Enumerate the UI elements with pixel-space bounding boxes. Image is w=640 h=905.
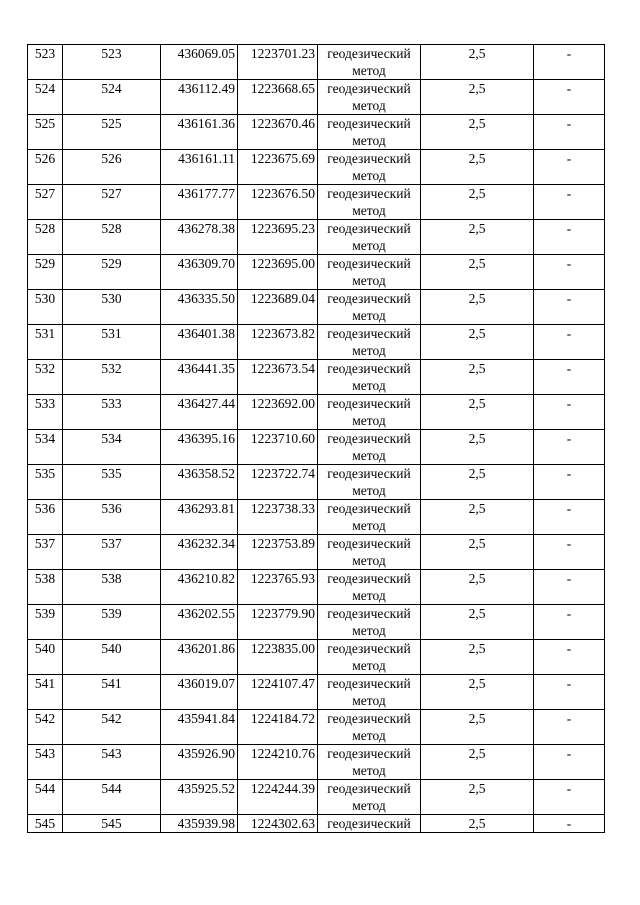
x-coordinate-cell: 436210.82 [161, 570, 238, 605]
table-row [28, 185, 605, 220]
x-coordinate-cell: 436293.81 [161, 500, 238, 535]
accuracy-cell: 2,5 [421, 325, 534, 360]
method-cell: геодезический [318, 815, 421, 833]
point-number-cell: 533 [28, 395, 63, 430]
y-coordinate-cell: 1223779.90 [238, 605, 318, 640]
table-row [28, 745, 605, 780]
point-id-cell: 535 [63, 465, 161, 500]
note-cell: - [534, 710, 605, 745]
note-cell: - [534, 325, 605, 360]
accuracy-cell: 2,5 [421, 605, 534, 640]
accuracy-cell: 2,5 [421, 115, 534, 150]
x-coordinate-cell: 436232.34 [161, 535, 238, 570]
y-coordinate-cell: 1223673.82 [238, 325, 318, 360]
point-id-cell: 532 [63, 360, 161, 395]
table-row [28, 605, 605, 640]
point-id-cell: 530 [63, 290, 161, 325]
point-number-cell: 541 [28, 675, 63, 710]
point-number-cell: 528 [28, 220, 63, 255]
point-id-cell: 523 [63, 45, 161, 80]
point-number-cell: 536 [28, 500, 63, 535]
accuracy-cell: 2,5 [421, 290, 534, 325]
accuracy-cell: 2,5 [421, 675, 534, 710]
method-cell: геодезический метод [318, 325, 421, 360]
table-row [28, 45, 605, 80]
x-coordinate-cell: 436161.11 [161, 150, 238, 185]
point-id-cell: 539 [63, 605, 161, 640]
table-row [28, 710, 605, 745]
method-cell: геодезический метод [318, 80, 421, 115]
note-cell: - [534, 360, 605, 395]
y-coordinate-cell: 1223738.33 [238, 500, 318, 535]
point-number-cell: 529 [28, 255, 63, 290]
y-coordinate-cell: 1223668.65 [238, 80, 318, 115]
x-coordinate-cell: 435925.52 [161, 780, 238, 815]
accuracy-cell: 2,5 [421, 535, 534, 570]
point-number-cell: 542 [28, 710, 63, 745]
table-body [28, 45, 605, 833]
y-coordinate-cell: 1223675.69 [238, 150, 318, 185]
point-number-cell: 525 [28, 115, 63, 150]
method-cell: геодезический метод [318, 45, 421, 80]
x-coordinate-cell: 436177.77 [161, 185, 238, 220]
point-number-cell: 531 [28, 325, 63, 360]
x-coordinate-cell: 436161.36 [161, 115, 238, 150]
y-coordinate-cell: 1223835.00 [238, 640, 318, 675]
method-cell: геодезический метод [318, 360, 421, 395]
method-cell: геодезический метод [318, 430, 421, 465]
accuracy-cell: 2,5 [421, 640, 534, 675]
point-number-cell: 544 [28, 780, 63, 815]
x-coordinate-cell: 436401.38 [161, 325, 238, 360]
x-coordinate-cell: 435941.84 [161, 710, 238, 745]
method-cell: геодезический метод [318, 115, 421, 150]
point-id-cell: 529 [63, 255, 161, 290]
x-coordinate-cell: 436112.49 [161, 80, 238, 115]
x-coordinate-cell: 436358.52 [161, 465, 238, 500]
table-row [28, 535, 605, 570]
table-row [28, 465, 605, 500]
y-coordinate-cell: 1223722.74 [238, 465, 318, 500]
note-cell: - [534, 115, 605, 150]
accuracy-cell: 2,5 [421, 500, 534, 535]
method-cell: геодезический метод [318, 605, 421, 640]
table-row [28, 290, 605, 325]
table-row [28, 640, 605, 675]
table-row [28, 360, 605, 395]
accuracy-cell: 2,5 [421, 255, 534, 290]
point-number-cell: 539 [28, 605, 63, 640]
note-cell: - [534, 780, 605, 815]
method-cell: геодезический метод [318, 255, 421, 290]
method-cell: геодезический метод [318, 535, 421, 570]
method-cell: геодезический метод [318, 185, 421, 220]
accuracy-cell: 2,5 [421, 185, 534, 220]
accuracy-cell: 2,5 [421, 570, 534, 605]
y-coordinate-cell: 1223689.04 [238, 290, 318, 325]
table-row [28, 220, 605, 255]
method-cell: геодезический метод [318, 465, 421, 500]
point-id-cell: 524 [63, 80, 161, 115]
accuracy-cell: 2,5 [421, 780, 534, 815]
table-row [28, 150, 605, 185]
method-cell: геодезический метод [318, 395, 421, 430]
x-coordinate-cell: 435939.98 [161, 815, 238, 833]
note-cell: - [534, 255, 605, 290]
y-coordinate-cell: 1223765.93 [238, 570, 318, 605]
x-coordinate-cell: 435926.90 [161, 745, 238, 780]
point-id-cell: 534 [63, 430, 161, 465]
y-coordinate-cell: 1223701.23 [238, 45, 318, 80]
accuracy-cell: 2,5 [421, 395, 534, 430]
table-row [28, 255, 605, 290]
table-row [28, 675, 605, 710]
accuracy-cell: 2,5 [421, 45, 534, 80]
note-cell: - [534, 150, 605, 185]
accuracy-cell: 2,5 [421, 815, 534, 833]
point-number-cell: 535 [28, 465, 63, 500]
table-row [28, 430, 605, 465]
note-cell: - [534, 535, 605, 570]
point-number-cell: 530 [28, 290, 63, 325]
y-coordinate-cell: 1223673.54 [238, 360, 318, 395]
x-coordinate-cell: 436202.55 [161, 605, 238, 640]
note-cell: - [534, 185, 605, 220]
x-coordinate-cell: 436441.35 [161, 360, 238, 395]
note-cell: - [534, 640, 605, 675]
table-row [28, 115, 605, 150]
y-coordinate-cell: 1223692.00 [238, 395, 318, 430]
y-coordinate-cell: 1224302.63 [238, 815, 318, 833]
accuracy-cell: 2,5 [421, 465, 534, 500]
y-coordinate-cell: 1223670.46 [238, 115, 318, 150]
point-id-cell: 543 [63, 745, 161, 780]
point-id-cell: 537 [63, 535, 161, 570]
point-number-cell: 527 [28, 185, 63, 220]
method-cell: геодезический метод [318, 500, 421, 535]
x-coordinate-cell: 436335.50 [161, 290, 238, 325]
x-coordinate-cell: 436019.07 [161, 675, 238, 710]
document-page [27, 44, 597, 833]
method-cell: геодезический метод [318, 570, 421, 605]
point-number-cell: 540 [28, 640, 63, 675]
point-id-cell: 542 [63, 710, 161, 745]
point-number-cell: 543 [28, 745, 63, 780]
point-id-cell: 527 [63, 185, 161, 220]
table-row [28, 500, 605, 535]
y-coordinate-cell: 1223695.00 [238, 255, 318, 290]
y-coordinate-cell: 1224107.47 [238, 675, 318, 710]
note-cell: - [534, 745, 605, 780]
table-row [28, 395, 605, 430]
method-cell: геодезический метод [318, 290, 421, 325]
y-coordinate-cell: 1223753.89 [238, 535, 318, 570]
point-id-cell: 541 [63, 675, 161, 710]
y-coordinate-cell: 1224184.72 [238, 710, 318, 745]
point-id-cell: 538 [63, 570, 161, 605]
note-cell: - [534, 815, 605, 833]
accuracy-cell: 2,5 [421, 80, 534, 115]
point-id-cell: 536 [63, 500, 161, 535]
accuracy-cell: 2,5 [421, 150, 534, 185]
note-cell: - [534, 605, 605, 640]
point-id-cell: 533 [63, 395, 161, 430]
x-coordinate-cell: 436201.86 [161, 640, 238, 675]
x-coordinate-cell: 436069.05 [161, 45, 238, 80]
point-number-cell: 534 [28, 430, 63, 465]
accuracy-cell: 2,5 [421, 220, 534, 255]
point-number-cell: 524 [28, 80, 63, 115]
method-cell: геодезический метод [318, 745, 421, 780]
method-cell: геодезический метод [318, 640, 421, 675]
accuracy-cell: 2,5 [421, 430, 534, 465]
point-number-cell: 523 [28, 45, 63, 80]
point-id-cell: 545 [63, 815, 161, 833]
accuracy-cell: 2,5 [421, 745, 534, 780]
note-cell: - [534, 675, 605, 710]
point-id-cell: 528 [63, 220, 161, 255]
accuracy-cell: 2,5 [421, 710, 534, 745]
y-coordinate-cell: 1224210.76 [238, 745, 318, 780]
point-id-cell: 525 [63, 115, 161, 150]
y-coordinate-cell: 1223710.60 [238, 430, 318, 465]
note-cell: - [534, 45, 605, 80]
table-row [28, 815, 605, 833]
point-number-cell: 532 [28, 360, 63, 395]
x-coordinate-cell: 436278.38 [161, 220, 238, 255]
point-id-cell: 526 [63, 150, 161, 185]
point-id-cell: 544 [63, 780, 161, 815]
point-id-cell: 540 [63, 640, 161, 675]
y-coordinate-cell: 1223695.23 [238, 220, 318, 255]
x-coordinate-cell: 436309.70 [161, 255, 238, 290]
note-cell: - [534, 500, 605, 535]
coordinates-table [27, 44, 605, 833]
method-cell: геодезический метод [318, 780, 421, 815]
point-number-cell: 537 [28, 535, 63, 570]
table-row [28, 325, 605, 360]
note-cell: - [534, 290, 605, 325]
x-coordinate-cell: 436395.16 [161, 430, 238, 465]
y-coordinate-cell: 1224244.39 [238, 780, 318, 815]
x-coordinate-cell: 436427.44 [161, 395, 238, 430]
note-cell: - [534, 570, 605, 605]
point-number-cell: 526 [28, 150, 63, 185]
table-row [28, 570, 605, 605]
y-coordinate-cell: 1223676.50 [238, 185, 318, 220]
note-cell: - [534, 395, 605, 430]
note-cell: - [534, 80, 605, 115]
point-number-cell: 538 [28, 570, 63, 605]
accuracy-cell: 2,5 [421, 360, 534, 395]
table-row [28, 80, 605, 115]
note-cell: - [534, 220, 605, 255]
point-number-cell: 545 [28, 815, 63, 833]
note-cell: - [534, 430, 605, 465]
method-cell: геодезический метод [318, 220, 421, 255]
method-cell: геодезический метод [318, 710, 421, 745]
method-cell: геодезический метод [318, 150, 421, 185]
note-cell: - [534, 465, 605, 500]
method-cell: геодезический метод [318, 675, 421, 710]
point-id-cell: 531 [63, 325, 161, 360]
table-row [28, 780, 605, 815]
